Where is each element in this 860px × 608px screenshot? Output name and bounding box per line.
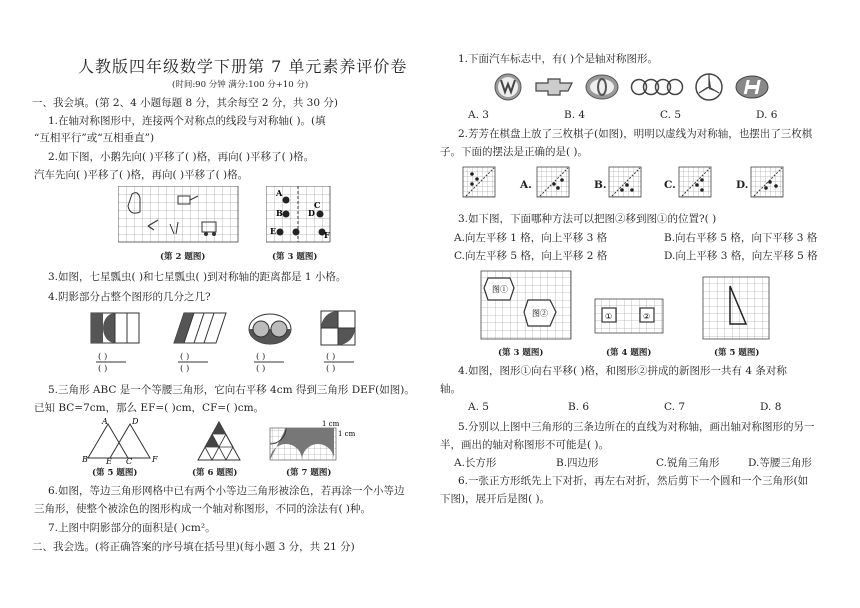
s1-q6-line1: 6.如图，等边三角形网格中已有两个小等边三角形被涂色，若再涂一个小等边 — [48, 485, 405, 497]
q2-original-board — [462, 166, 498, 200]
s1-q1-line1: 1.在轴对称图形中，连接两个对称点的线段与对称轴( )。(填 — [48, 115, 326, 127]
hyundai-logo-icon — [734, 74, 770, 100]
page-title: 人教版四年级数学下册第 7 单元素养评价卷 — [78, 57, 408, 76]
s2-q3-text: 3.如下图，下面哪种方法可以把图②移到图①的位置?( ) — [458, 213, 717, 225]
s2-q4-option-a[interactable]: A. 5 — [468, 401, 489, 413]
q6-caption: (第 6 题图) — [192, 468, 238, 478]
fig-label-1: 图① — [492, 285, 508, 294]
s2-q4-option-d[interactable]: D. 8 — [760, 401, 782, 413]
s2-q1-option-d[interactable]: D. 6 — [756, 109, 778, 121]
q2-grid-figure — [118, 186, 248, 248]
s1-q3-text: 3.如图，七星瓢虫( )和七星瓢虫( )到对称轴的距离都是 1 小格。 — [48, 271, 347, 283]
section2-heading: 二、我会选。(将正确答案的序号填在括号里)(每小题 3 分，共 21 分) — [32, 541, 355, 553]
s1-q1-line2: “互相平行”或“互相垂直”) — [34, 132, 155, 144]
q4-shape-4 — [320, 310, 358, 346]
q4-frac-2-num[interactable]: ( ) — [180, 352, 190, 362]
q3-translate-figure — [480, 270, 576, 344]
s1-q2-line2: 汽车先向( )平移了( )格，再向( )平移了( )格。 — [34, 169, 249, 181]
s1-q4-text: 4.阴影部分占整个图形的几分之几? — [48, 291, 211, 303]
q4-frac-2-den[interactable]: ( ) — [180, 364, 190, 374]
s2-q2-option-d[interactable]: D. — [736, 179, 749, 191]
section1-heading: 一、我会填。(第 2、4 小题每题 8 分，其余每空 2 分，共 30 分) — [32, 97, 338, 109]
s2-q2-line2: 子。下面的摆法是正确的是( )。 — [440, 146, 589, 158]
q7-shaded-figure — [266, 418, 370, 464]
s2-q2-line1: 2.芳芳在棋盘上放了三枚棋子(如图)，明明以虚线为对称轴，也摆出了三枚棋 — [458, 128, 813, 140]
fig-label-3: ① — [605, 312, 613, 321]
q6-triangle-grid — [196, 420, 242, 464]
q5-label-a: A — [102, 418, 108, 426]
chevrolet-logo-icon — [534, 76, 574, 98]
toyota-logo-icon — [584, 72, 620, 102]
q5-triangle-grid-figure — [702, 276, 774, 342]
s2-q3-caption: (第 3 题图) — [498, 348, 544, 358]
s2-q5-option-a[interactable]: A.长方形 — [454, 457, 497, 469]
q7-label-1: 1 cm — [322, 420, 340, 428]
q5-caption: (第 5 题图) — [92, 468, 138, 478]
q4-frac-1-den[interactable]: ( ) — [98, 364, 108, 374]
q3-caption: (第 3 题图) — [272, 252, 318, 262]
s2-q3-option-d[interactable]: D.向上平移 3 格，向左平移 5 格 — [664, 250, 818, 262]
s2-q4-option-c[interactable]: C. 7 — [664, 401, 686, 413]
s1-q5-line1: 5.三角形 ABC 是一个等腰三角形，它向右平移 4cm 得到三角形 DEF(如图)。 — [48, 384, 415, 396]
s2-q1-text: 1.下面汽车标志中，有( )个是轴对称图形。 — [458, 53, 659, 65]
q2-board-d[interactable] — [750, 166, 786, 200]
s2-q1-option-c[interactable]: C. 5 — [660, 109, 682, 121]
q7-caption: (第 7 题图) — [286, 468, 332, 478]
s2-q5-line2: 半，画出的轴对称图形不可能是( )。 — [440, 439, 610, 451]
s2-q6-line2: 下图)，展开后是图( )。 — [440, 493, 551, 505]
vw-logo-icon — [492, 72, 526, 102]
audi-logo-icon — [630, 76, 684, 98]
s2-q4-option-b[interactable]: B. 6 — [568, 401, 590, 413]
s1-q5-line2: 已知 BC=7cm，那么 EF=( )cm，CF=( )cm。 — [34, 402, 265, 414]
q2-board-a[interactable] — [536, 166, 572, 200]
q5-label-c: C — [126, 457, 133, 464]
s2-q5-caption: (第 5 题图) — [714, 348, 760, 358]
q5-label-b: B — [82, 455, 88, 464]
q3-label-c: C — [314, 200, 321, 210]
q7-label-2: 1 cm — [338, 430, 356, 438]
s2-q4-line2: 轴。 — [440, 383, 461, 395]
s2-q5-line1: 5.分别以上图中三角形的三条边所在的直线为对称轴，画出轴对称图形的另一 — [458, 421, 815, 433]
q4-frac-1-num[interactable]: ( ) — [98, 352, 108, 362]
fig-label-2: 图② — [532, 309, 548, 318]
q4-shape-2 — [172, 312, 228, 346]
q3-label-d: D — [308, 208, 315, 218]
q3-ladybug-figure — [266, 186, 334, 248]
s2-q2-option-b[interactable]: B. — [594, 179, 607, 191]
q4-shape-1 — [90, 312, 142, 346]
s2-q6-line1: 6.一张正方形纸先上下对折，再左右对折，然后剪下一个圆和一个三角形(如 — [458, 475, 809, 487]
s2-q4-caption: (第 4 题图) — [606, 348, 652, 358]
q3-label-b: B — [276, 208, 283, 218]
q3-label-a: A — [276, 188, 283, 198]
s2-q3-option-c[interactable]: C.向左平移 5 格，向上平移 2 格 — [454, 250, 608, 262]
s1-q2-line1: 2.如下图，小鹅先向( )平移了( )格，再向( )平移了( )格。 — [48, 151, 315, 163]
q4-frac-4-den[interactable]: ( ) — [326, 364, 336, 374]
s1-q7-text: 7.上图中阴影部分的面积是( )cm²。 — [48, 522, 216, 534]
s2-q3-option-a[interactable]: A.向左平移 1 格，向上平移 3 格 — [454, 232, 608, 244]
q4-frac-4-num[interactable]: ( ) — [326, 352, 336, 362]
q4-shape-3 — [246, 312, 294, 346]
s2-q5-option-d[interactable]: D.等腰三角形 — [748, 457, 812, 469]
s2-q2-option-c[interactable]: C. — [664, 179, 676, 191]
s2-q5-option-b[interactable]: B.四边形 — [556, 457, 599, 469]
s2-q4-line1: 4.如图，图形①向右平移( )格，和图形②拼成的新图形一共有 4 条对称 — [458, 365, 787, 377]
s2-q3-option-b[interactable]: B.向右平移 5 格，向下平移 3 格 — [664, 232, 818, 244]
q5-label-d: D — [132, 418, 139, 426]
fig-label-4: ② — [643, 312, 651, 321]
q2-caption: (第 2 题图) — [160, 252, 206, 262]
page-subtitle: (时间:90 分钟 满分:100 分+10 分) — [172, 80, 309, 90]
q4-frac-3-num[interactable]: ( ) — [256, 352, 266, 362]
q5-triangle-figure — [82, 418, 162, 464]
s2-q1-option-a[interactable]: A. 3 — [468, 109, 489, 121]
q5-label-f: F — [152, 455, 158, 464]
q4-frac-3-den[interactable]: ( ) — [256, 364, 266, 374]
s2-q1-option-b[interactable]: B. 4 — [564, 109, 586, 121]
mercedes-logo-icon — [694, 72, 724, 102]
s1-q6-line2: 三角形，使整个被涂色的图形构成一个轴对称图形，不同的涂法有( )种。 — [34, 503, 372, 515]
s2-q5-option-c[interactable]: C.锐角三角形 — [656, 457, 720, 469]
q3-label-e: E — [270, 226, 277, 236]
q3-label-f: F — [324, 230, 330, 240]
s2-q2-option-a[interactable]: A. — [520, 179, 532, 191]
q2-board-c[interactable] — [678, 166, 714, 200]
q4-translate-figure — [594, 298, 668, 338]
q2-board-b[interactable] — [608, 166, 644, 200]
q5-label-e: E — [106, 457, 112, 464]
